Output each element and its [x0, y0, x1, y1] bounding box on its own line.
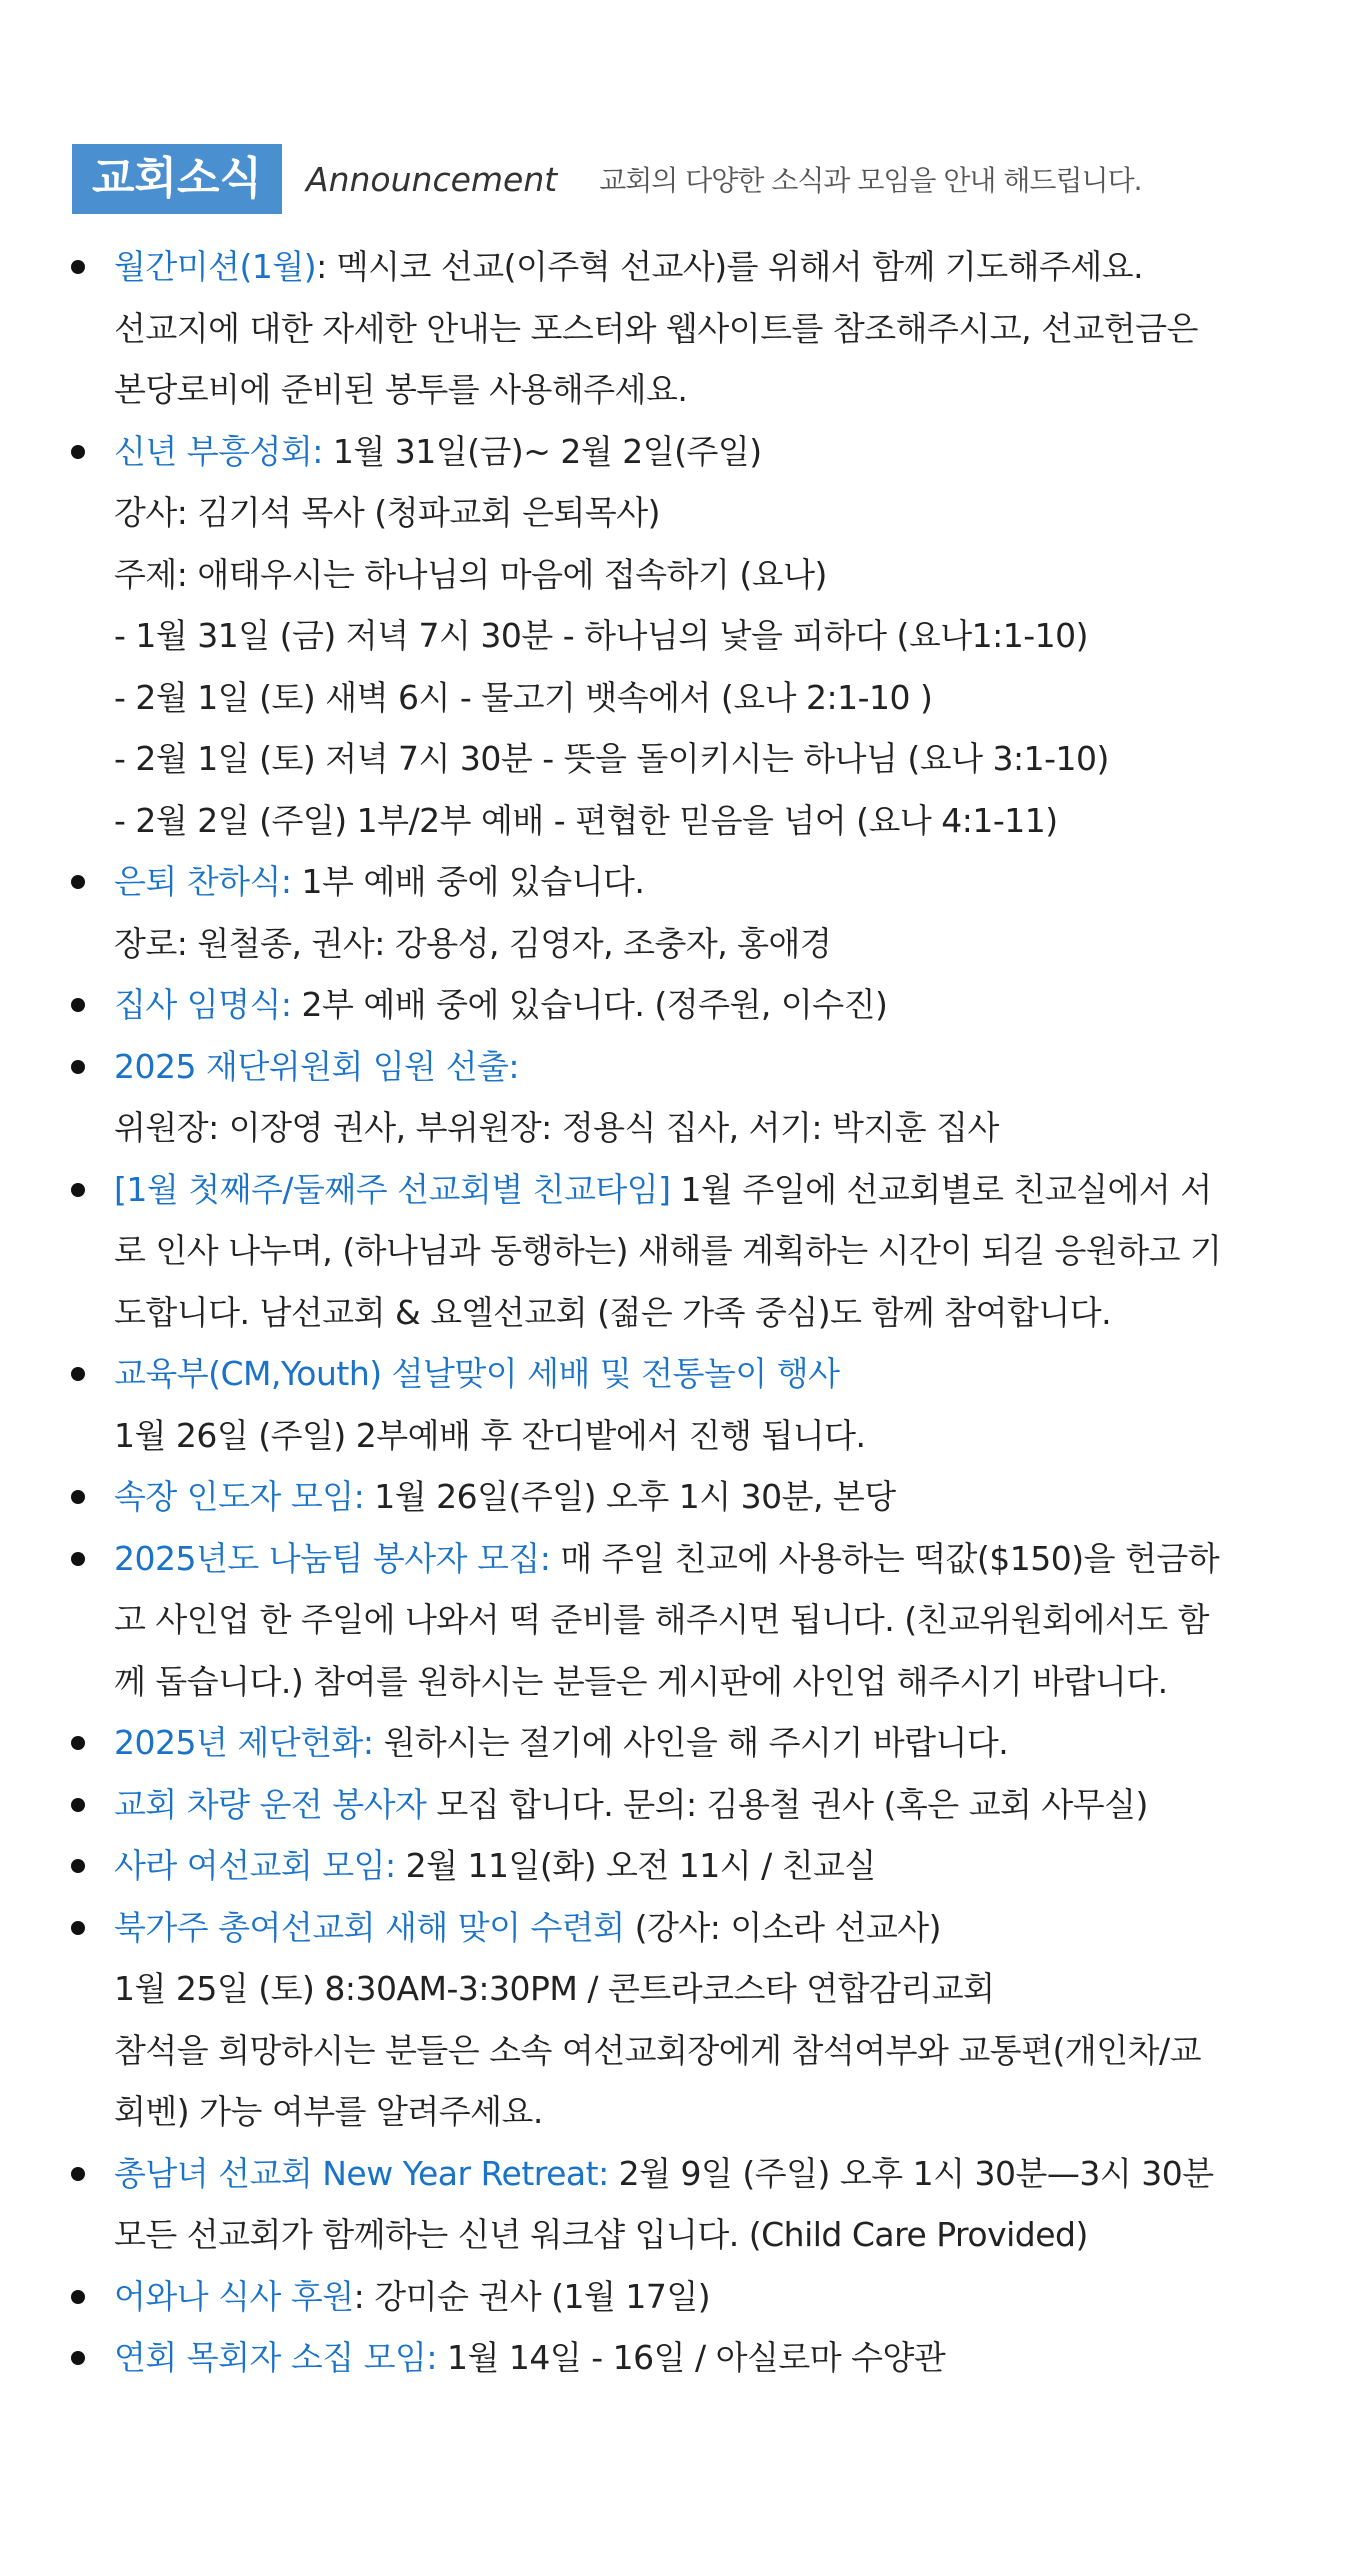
announcement-first-line	[114, 2266, 1326, 2328]
announcement-detail-line: 고 사인업 한 주일에 나와서 떡 준비를 해주시면 됩니다. (친교위원회에서도 함	[114, 1600, 1209, 1639]
announcement-text: 1월 주일에 선교회별로 친교실에서 서	[670, 1169, 1212, 1209]
announcement-text: : 강미순 권사 (1월 17일)	[353, 2276, 711, 2316]
bullet-icon	[71, 1736, 85, 1750]
announcement-first-line	[114, 236, 1326, 298]
announcement-detail-line: 강사: 김기석 목사 (청파교회 은퇴목사)	[114, 493, 660, 532]
announcement-text: 2월 9일 (주일) 오후 1시 30분—3시 30분	[608, 2153, 1214, 2193]
announcement-first-line	[114, 851, 1326, 913]
announcement-title: 신년 부흥성회:	[114, 431, 323, 471]
announcement-first-line	[114, 1036, 1326, 1098]
announcement-text: 원하시는 절기에 사인을 해 주시기 바랍니다.	[373, 1723, 1009, 1762]
section-badge: 교회소식	[72, 144, 282, 214]
announcement-text: 2부 예배 중에 있습니다. (정주원, 이수진)	[291, 985, 888, 1024]
announcement-first-line	[114, 1466, 1326, 1528]
bullet-icon	[71, 1490, 85, 1504]
bullet-icon	[71, 1921, 85, 1935]
announcement-title: [1월 첫째주/둘째주 선교회별 친교타임]	[114, 1169, 671, 1209]
section-description: 교회의 다양한 소식과 모임을 안내 해드립니다.	[599, 164, 1142, 197]
announcement-first-line	[114, 1528, 1326, 1590]
announcement-item	[0, 1528, 1350, 1713]
announcement-title: 속장 인도자 모임:	[114, 1477, 365, 1516]
announcement-first-line	[114, 1712, 1326, 1774]
announcement-item	[0, 2266, 1350, 2328]
announcement-detail-line: - 2월 2일 (주일) 1부/2부 예배 - 편협한 믿음을 넘어 (요나 4:1-11)	[114, 800, 1058, 840]
announcement-title: 2025년 제단헌화:	[114, 1723, 374, 1762]
announcement-text: 1월 26일(주일) 오후 1시 30분, 본당	[364, 1477, 896, 1516]
announcement-item	[0, 421, 1350, 852]
announcement-text: 매 주일 친교에 사용하는 떡값($150)을 헌금하	[550, 1538, 1220, 1578]
announcement-detail-line: 1월 26일 (주일) 2부예배 후 잔디밭에서 진행 됩니다.	[114, 1415, 866, 1455]
announcement-text: (강사: 이소라 선교사)	[624, 1907, 942, 1947]
announcement-detail-line: 께 돕습니다.) 참여를 원하시는 분들은 게시판에 사인업 해주시기 바랍니다.	[114, 1661, 1168, 1701]
announcement-item	[0, 1159, 1350, 1344]
announcement-title: 교회 차량 운전 봉사자	[114, 1784, 427, 1824]
announcement-detail-line: 로 인사 나누며, (하나님과 동행하는) 새해를 계획하는 시간이 되길 응원하고 기	[114, 1231, 1222, 1270]
announcement-first-line	[114, 1774, 1326, 1836]
announcement-title: 북가주 총여선교회 새해 맞이 수련회	[114, 1907, 625, 1947]
announcement-detail-line: 본당로비에 준비된 봉투를 사용해주세요.	[114, 370, 688, 409]
bullet-icon	[71, 2290, 85, 2304]
bullet-icon	[71, 998, 85, 1012]
announcement-item	[0, 1712, 1350, 1774]
announcement-first-line	[114, 2327, 1326, 2389]
bullet-icon	[71, 875, 85, 889]
bullet-icon	[71, 1859, 85, 1873]
announcement-title: 연회 목회자 소집 모임:	[114, 2338, 437, 2377]
announcement-item	[0, 1466, 1350, 1528]
announcement-first-line	[114, 1897, 1326, 1959]
announcement-detail-line: 1월 25일 (토) 8:30AM-3:30PM / 콘트라코스타 연합감리교회	[114, 1969, 995, 2008]
announcement-detail-line: 모든 선교회가 함께하는 신년 워크샵 입니다. (Child Care Provided)	[114, 2215, 1088, 2254]
section-english-title: Announcement	[306, 159, 558, 199]
bullet-icon	[71, 2167, 85, 2181]
bullet-icon	[71, 2351, 85, 2365]
bullet-icon	[71, 1367, 85, 1381]
announcement-first-line	[114, 974, 1326, 1036]
bullet-icon	[71, 1552, 85, 1566]
announcement-first-line	[114, 1159, 1326, 1221]
announcement-detail-line: - 2월 1일 (토) 저녁 7시 30분 - 뜻을 돌이키시는 하나님 (요나 3:1-10)	[114, 739, 1109, 778]
announcement-first-line	[114, 2143, 1326, 2205]
announcement-item	[0, 2143, 1350, 2266]
announcement-text: 1월 14일 - 16일 / 아실로마 수양관	[437, 2338, 946, 2377]
announcement-text: 2월 11일(화) 오전 11시 / 친교실	[395, 1846, 876, 1885]
announcement-detail-line: 장로: 원철종, 권사: 강용성, 김영자, 조충자, 홍애경	[114, 923, 832, 963]
announcement-detail-line: 도합니다. 남선교회 & 요엘선교회 (젊은 가족 중심)도 함께 참여합니다.	[114, 1292, 1112, 1332]
bullet-icon	[71, 445, 85, 459]
announcement-first-line	[114, 1835, 1326, 1897]
announcement-title: 2025년도 나눔팀 봉사자 모집:	[114, 1538, 551, 1578]
announcement-text: 1부 예배 중에 있습니다.	[291, 862, 645, 901]
bullet-icon	[71, 260, 85, 274]
announcement-text: 1월 31일(금)~ 2월 2일(주일)	[322, 431, 762, 471]
announcement-detail-line: 참석을 희망하시는 분들은 소속 여선교회장에게 참석여부와 교통편(개인차/교	[114, 2030, 1202, 2070]
announcement-detail-line: 위원장: 이장영 권사, 부위원장: 정용식 집사, 서기: 박지훈 집사	[114, 1108, 999, 1147]
announcement-header	[72, 144, 1142, 214]
announcement-first-line	[114, 421, 1326, 483]
announcement-item	[0, 2327, 1350, 2389]
announcement-detail-line: 회벤) 가능 여부를 알려주세요.	[114, 2092, 543, 2131]
announcement-first-line	[114, 1343, 1326, 1405]
announcement-list	[0, 236, 1350, 2389]
bullet-icon	[71, 1183, 85, 1197]
bullet-icon	[71, 1060, 85, 1074]
announcement-title: 사라 여선교회 모임:	[114, 1846, 396, 1885]
announcement-item	[0, 1835, 1350, 1897]
announcement-title: 어와나 식사 후원	[114, 2276, 354, 2316]
announcement-item	[0, 851, 1350, 974]
announcement-title: 집사 임명식:	[114, 985, 292, 1024]
bullet-icon	[71, 1798, 85, 1812]
announcement-title: 월간미션(1월)	[114, 247, 317, 286]
announcement-item	[0, 1036, 1350, 1159]
announcement-item	[0, 236, 1350, 421]
announcement-item	[0, 1774, 1350, 1836]
announcement-detail-line: 주제: 애태우시는 하나님의 마음에 접속하기 (요나)	[114, 554, 827, 594]
announcement-detail-line: - 2월 1일 (토) 새벽 6시 - 물고기 뱃속에서 (요나 2:1-10 )	[114, 677, 933, 717]
announcement-detail-line: 선교지에 대한 자세한 안내는 포스터와 웹사이트를 참조해주시고, 선교헌금은	[114, 308, 1199, 348]
announcement-title: 총남녀 선교회 New Year Retreat:	[114, 2153, 609, 2193]
announcement-title: 은퇴 찬하식:	[114, 862, 292, 901]
announcement-item	[0, 974, 1350, 1036]
announcement-item	[0, 1343, 1350, 1466]
announcement-title: 교육부(CM,Youth) 설날맞이 세배 및 전통놀이 행사	[114, 1354, 840, 1393]
announcement-text: : 멕시코 선교(이주혁 선교사)를 위해서 함께 기도해주세요.	[316, 247, 1144, 286]
announcement-text: 모집 합니다. 문의: 김용철 권사 (혹은 교회 사무실)	[426, 1784, 1148, 1824]
announcement-title: 2025 재단위원회 임원 선출:	[114, 1046, 519, 1086]
announcement-item	[0, 1897, 1350, 2143]
announcement-detail-line: - 1월 31일 (금) 저녁 7시 30분 - 하나님의 낯을 피하다 (요나1:1-10)	[114, 616, 1088, 655]
